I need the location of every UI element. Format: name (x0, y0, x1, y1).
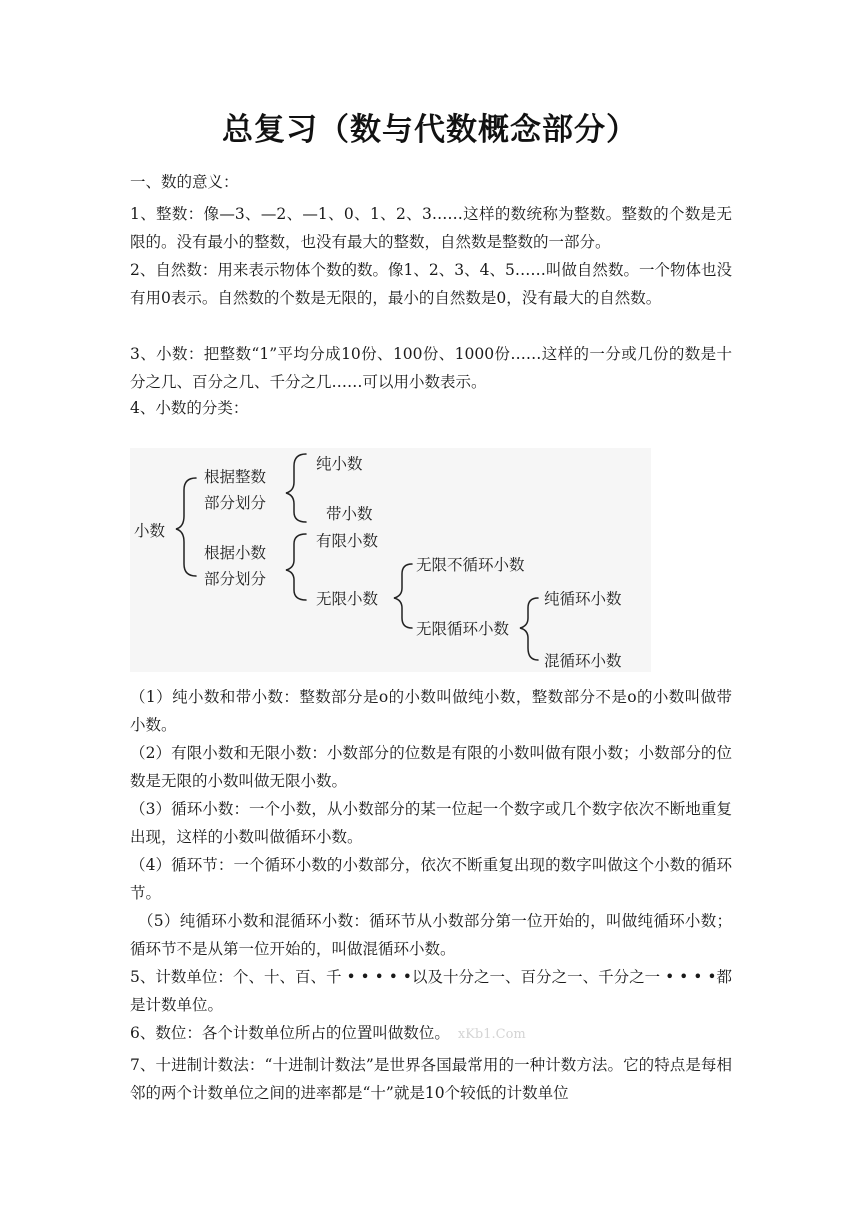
paragraph-counting-unit: 5、计数单位：个、十、百、千 • • • • •以及十分之一、百分之一、千分之一 • • • •都是计数单位。 (130, 968, 732, 1014)
paragraph-pure-and-mixed-repeating: （5）纯循环小数和混循环小数：循环节从小数部分第一位开始的，叫做纯循环小数；循环节不是从第一位开始的，叫做混循环小数。 (130, 912, 732, 958)
digit-place-text: 6、数位：各个计数单位所占的位置叫做数位。 (130, 1024, 450, 1042)
watermark-text: xKb1.Com (457, 1027, 526, 1042)
paragraph-pure-and-mixed: （1）纯小数和带小数：整数部分是o的小数叫做纯小数，整数部分不是o的小数叫做带小数。 (130, 688, 732, 734)
section-heading: 一、数的意义： (130, 173, 239, 191)
paragraph-decimal: 3、小数：把整数“1”平均分成10份、100份、1000份……这样的一分或几份的数是十分之几、百分之几、千分之几……可以用小数表示。 (130, 345, 732, 391)
node-by-integer-part-1: 根据整数 (204, 468, 267, 486)
node-mixed-decimal: 带小数 (326, 505, 373, 523)
node-pure-repeating-decimal: 纯循环小数 (544, 590, 622, 608)
paragraph-repetend: （4）循环节：一个循环小数的小数部分，依次不断重复出现的数字叫做这个小数的循环节。 (130, 856, 732, 902)
paragraph-repeating-decimal: （3）循环小数：一个小数，从小数部分的某一位起一个数字或几个数字依次不断地重复出现，这样的小数叫做循环小数。 (130, 800, 732, 846)
paragraph-integer: 1、整数：像—3、—2、—1、0、1、2、3……这样的数统称为整数。整数的个数是无限的。没有最小的整数，也没有最大的整数，自然数是整数的一部分。 (130, 205, 732, 251)
node-pure-decimal: 纯小数 (316, 455, 363, 473)
page-title: 总复习（数与代数概念部分） (222, 112, 638, 148)
node-repeating-decimal: 无限循环小数 (416, 620, 510, 638)
node-decimal: 小数 (134, 522, 166, 540)
paragraph-finite-and-infinite: （2）有限小数和无限小数：小数部分的位数是有限的小数叫做有限小数；小数部分的位数是无限的小数叫做无限小数。 (130, 744, 732, 790)
node-non-repeating-decimal: 无限不循环小数 (416, 556, 525, 574)
node-by-decimal-part-1: 根据小数 (204, 544, 267, 562)
paragraph-decimal-system: 7、十进制计数法：“十进制计数法”是世界各国最常用的一种计数方法。它的特点是每相邻的两个计数单位之间的进率都是“十”就是10个较低的计数单位 (130, 1056, 732, 1102)
node-mixed-repeating-decimal: 混循环小数 (544, 652, 622, 670)
node-by-integer-part-2: 部分划分 (204, 494, 267, 512)
paragraph-decimal-classification: 4、小数的分类： (130, 399, 249, 417)
node-infinite-decimal: 无限小数 (316, 590, 379, 608)
decimal-classification-diagram (130, 448, 651, 672)
node-finite-decimal: 有限小数 (316, 532, 379, 550)
paragraph-natural-number: 2、自然数：用来表示物体个数的数。像1、2、3、4、5……叫做自然数。一个物体也没有用0表示。自然数的个数是无限的，最小的自然数是0，没有最大的自然数。 (130, 261, 733, 307)
paragraph-digit-place (130, 1019, 732, 1049)
node-by-decimal-part-2: 部分划分 (204, 570, 267, 588)
